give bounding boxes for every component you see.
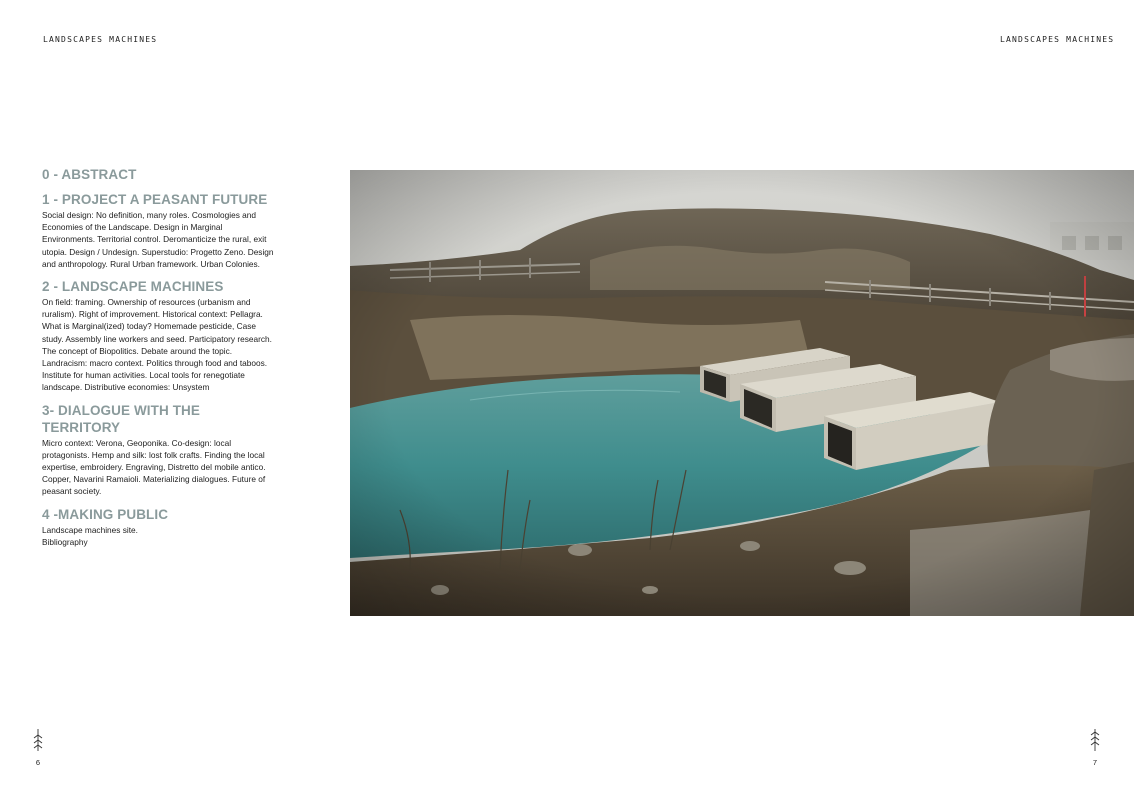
section-body: Landscape machines site. Bibliography [42,524,138,547]
toc-section-2 [42,278,277,394]
section-heading: 1 - PROJECT A PEASANT FUTURE [42,192,268,207]
folio-right [1088,728,1102,767]
toc-section-4 [42,506,277,548]
landscape-photo [350,170,1134,616]
toc-section-3 [42,402,277,498]
section-body: Social design: No definition, many roles. Cosmologies and Economies of the Landscape. Design in Marginal Environments. Territorial control. Deromanticize the rural, exit utopia. Design / Undesign. Superstudio: Progetto Zeno. Design and anthropology. Rural Urban framework. Urban Colonies. [42,210,274,269]
page-number-left: 6 [35,758,41,767]
table-of-contents [42,166,277,548]
section-heading: 2 - LANDSCAPE MACHINES [42,279,224,295]
section-body: Micro context: Verona, Geoponika. Co-design: local protagonists. Hemp and silk: lost folk crafts. Finding the local expertise, embroidery. Engraving, Distretto del mobile antico. Copper, Navarini Ramaioli. Materializing dialogues. Future of peasant society. [42,437,266,497]
section-heading: 3- DIALOGUE WITH THE TERRITORY [42,402,200,435]
wheat-sprig-icon [1089,728,1101,752]
page-number-right: 7 [1092,758,1098,767]
section-heading: 4 -MAKING PUBLIC [42,506,169,522]
section-body: On field: framing. Ownership of resources (urbanism and ruralism). Right of improvement. Historical context: Pellagra. What is Marginal(ized) today? Homemade pesticide, Case study. Assembly line workers and seed. Participatory research. The concept of Biopolitics. Debate around the topic. Landracism: macro context. Politics through food and taboos. Institute for human activities. Local tools for renegotiate landscape. Distributive economies: Unsystem [42,297,272,393]
wheat-sprig-icon [32,728,44,752]
running-head-left: LANDSCAPES MACHINES [43,35,158,44]
folio-left [31,728,45,767]
abstract-heading: 0 - ABSTRACT [42,167,137,182]
toc-section-1 [42,191,277,270]
running-head-right: LANDSCAPES MACHINES [1000,35,1115,44]
